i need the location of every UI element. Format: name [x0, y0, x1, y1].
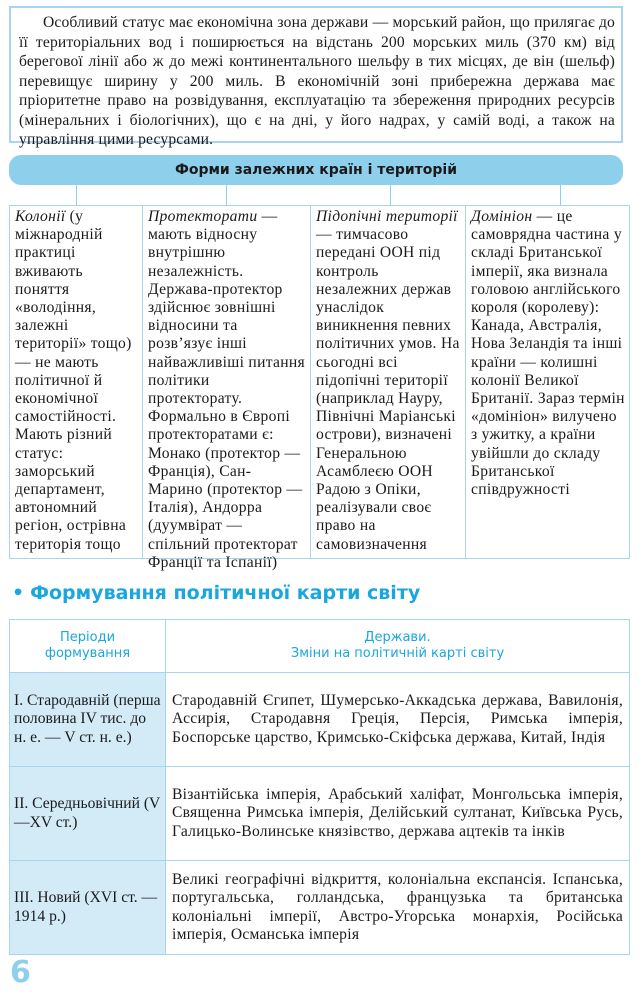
forms-column-protectorates [143, 206, 311, 571]
term-trust-territories: Підопічні території [316, 208, 458, 225]
section-heading [12, 582, 420, 604]
forms-column-dominion [466, 206, 629, 558]
states-cell: Стародавній Єгипет, Шумерсько-Аккадська держава, Вавилонія, Ассирія, Стародавня Греція, Персія, Римська імперія, Боспорське царство, Кримсько-Скіфська держава, Китай, Індія [166, 673, 630, 767]
intro-paragraph: Особливий статус має економічна зона держави — морський район, що прилягає до її територіальних вод і поширюється на відстань 200 морських миль (370 км) від берегової лінії або ж до межі континентального шельфу в тих місцях, де він (шельф) перевищує ширину у 200 миль. В економічній зоні прибережна держава має пріоритетне право на розвідування, експлуатацію та збереження природних ресурсів (мінеральних і біологічних), що є на дні, у його надрах, у самій воді, а також на управління цими ресурсами. [19, 14, 615, 148]
definition-protectorates: — мають відносну внутрішню незалежність. Держава-протектор здійснює зовнішні відносини та розв’язує інші найважливіші питання політики протекторату. Формально в Європі протекторатами є: Монако (протектор — Франція), Сан-Марино (протектор — Італія), Андорра (дуумвірат — спільний протекторат Франції та Іспанії) [148, 208, 306, 571]
term-colonies: Колонії [15, 208, 66, 225]
header-periods: Періоди формування [10, 620, 166, 673]
connector-line [76, 185, 77, 205]
table-row [10, 767, 630, 861]
definition-trust-territories: — тимчасово передані ООН під контроль незалежних держав унаслідок виникнення певних політичних умов. На сьогодні всі підопічні території (наприклад Науру, Північні Маріанські острови), визначені Генеральною Асамблеєю ООН Радою з Опіки, реалізували своє право на самовизначення [316, 226, 460, 553]
forms-grid [9, 205, 630, 571]
periods-table [9, 619, 630, 955]
term-protectorates: Протекторати [148, 208, 258, 225]
intro-paragraph-box [9, 6, 623, 148]
period-cell: III. Новий (XVI ст. — 1914 р.) [10, 861, 166, 955]
connector-line [226, 185, 227, 205]
header-states: Держави. Зміни на політичній карті світу [166, 620, 630, 673]
connector-line [560, 185, 561, 205]
definition-dominion: — це самоврядна частина у складі Британської імперії, яка визнала головою англійського короля (королеву): Канада, Австралія, Нова Зеландія та інші країни — колишні колонії Великої Британії. Зараз термін «домініон» вилучено з ужитку, а країни увійшли до складу Британської співдружності [471, 208, 625, 499]
table-row [10, 673, 630, 767]
states-cell: Великі географічні відкриття, колоніальна експансія. Іспанська, португальська, голландська, французька та британська колоніальні імперії, Австро-Угорська монархія, Російська імперія, Османська імперія [166, 861, 630, 955]
term-dominion: Домініон [471, 208, 533, 225]
forms-title: Форми залежних країн і територій [174, 162, 458, 178]
definition-colonies: (у міжнародній практиці вживають поняття «володіння, залежні території» тощо) — не мають політичної й економічної самостійності. Мають різний статус: заморський департамент, автономний регіон, острівна територія тощо [15, 208, 132, 553]
table-row [10, 861, 630, 955]
period-cell: I. Стародавній (перша половина IV тис. до н. е. — V ст. н. е.) [10, 673, 166, 767]
period-cell: II. Середньовічний (V—XV ст.) [10, 767, 166, 861]
forms-header [9, 155, 623, 185]
forms-column-trust-territories [311, 206, 466, 558]
table-header-row [10, 620, 630, 673]
forms-column-colonies [10, 206, 143, 558]
states-cell: Візантійська імперія, Арабський халіфат, Монгольська імперія, Священна Римська імперія, Делійський султанат, Київська Русь, Галицько-Волинське князівство, держава ацтеків та інків [166, 767, 630, 861]
bullet-icon: • [12, 582, 25, 604]
connector-line [390, 185, 391, 205]
page-number: 6 [10, 955, 31, 990]
section-title: Формування політичної карти світу [30, 582, 421, 604]
